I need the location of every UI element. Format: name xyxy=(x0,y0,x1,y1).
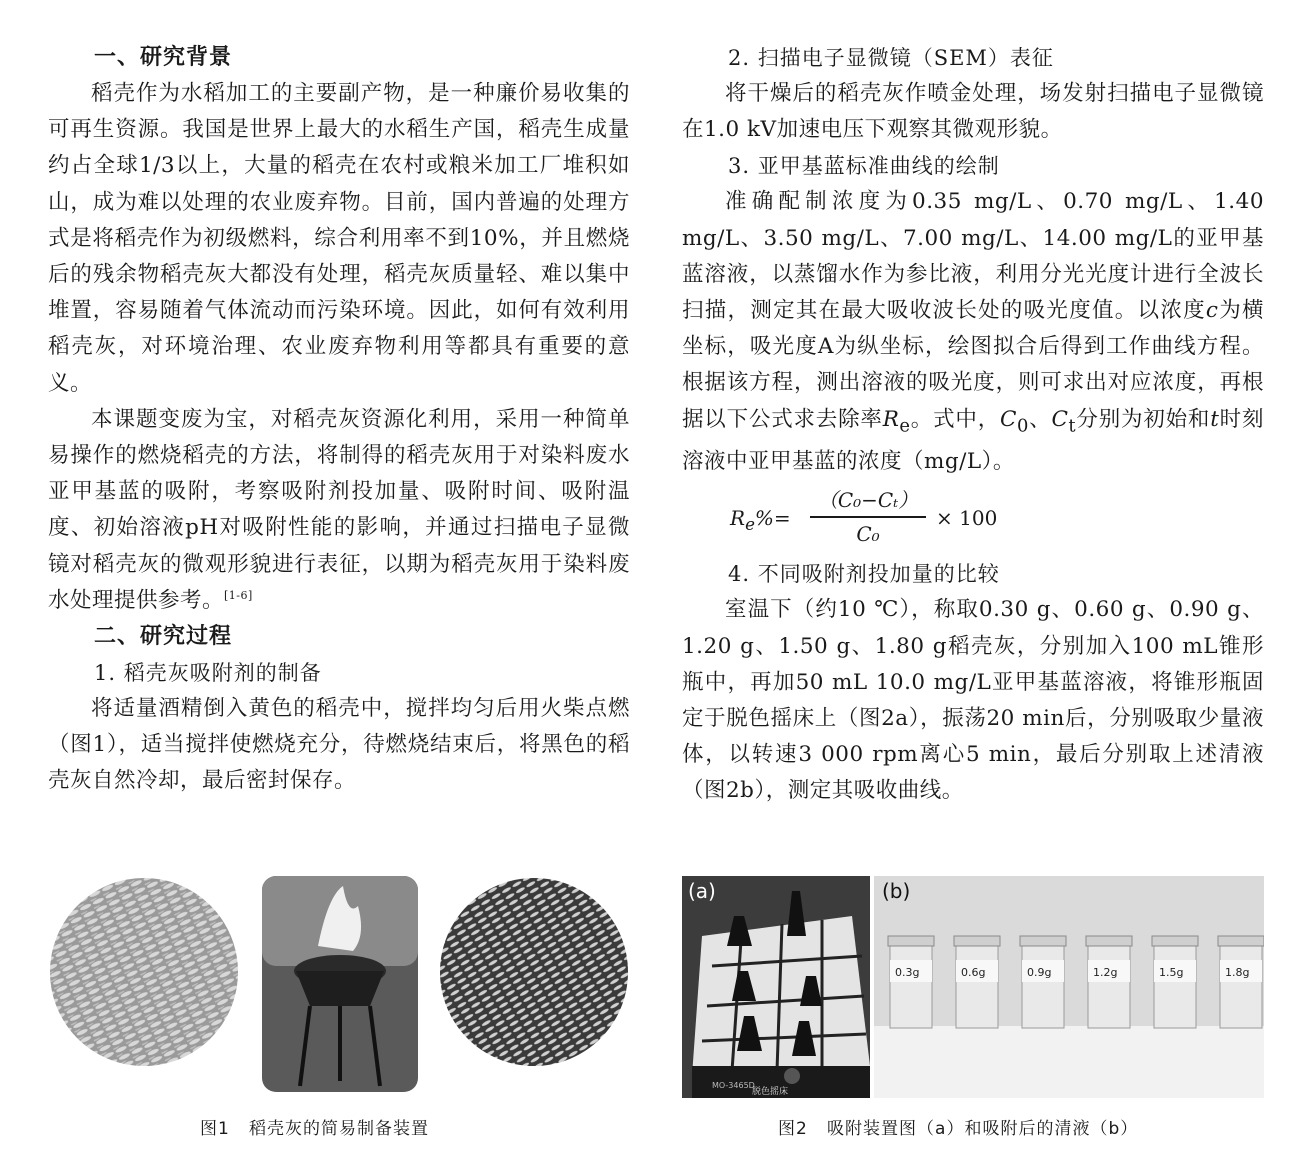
tube-label: 1.5g xyxy=(1159,966,1184,979)
right-column xyxy=(682,40,1264,810)
var-c: c xyxy=(1205,298,1219,324)
tube-label: 1.8g xyxy=(1225,966,1250,979)
figure-2 xyxy=(682,876,1264,1098)
text-span: 分别为初始和 xyxy=(1076,406,1211,432)
subheading-sem: 2. 扫描电子显微镜（SEM）表征 xyxy=(728,46,1054,70)
figure-1-images xyxy=(48,876,630,1092)
section-heading-background: 一、研究背景 xyxy=(94,45,233,70)
centrifuge-tubes-photo xyxy=(874,876,1264,1098)
figure-1-title: 稻壳灰的简易制备装置 xyxy=(249,1119,430,1139)
centrifuge-tube xyxy=(888,936,934,1028)
citation-ref: [1-6] xyxy=(224,588,253,602)
text-span: 、 xyxy=(1028,406,1052,432)
fraction-bar xyxy=(810,516,926,518)
shaker-name-label: 脱色摇床 xyxy=(752,1087,789,1097)
var-R: R xyxy=(882,406,900,432)
paragraph-background-2 xyxy=(48,402,630,619)
centrifuge-tube xyxy=(1020,936,1066,1028)
text-span: 准确配制浓度为0.35 mg/L、0.70 mg/L、1.40 mg/L、3.50 mg/L、7.00 mg/L、14.00 mg/L的亚甲基蓝溶液，以蒸馏水作为参比液，利用分光光度计进行全波长扫描，测定其在最大吸收波长处的吸光度值。以浓度 xyxy=(682,189,1264,324)
var-sub: e xyxy=(899,414,911,436)
figure-2-caption xyxy=(778,1114,1138,1139)
removal-rate-formula xyxy=(682,480,1264,556)
formula-eq: %= xyxy=(754,506,791,531)
shaker-brand-label: MO-3465D xyxy=(712,1081,755,1090)
figure-1-number: 图1 xyxy=(200,1119,230,1139)
figure-2-number: 图2 xyxy=(778,1119,808,1139)
figure-2b-label: (b) xyxy=(882,879,911,903)
paragraph-sem: 将干燥后的稻壳灰作喷金处理，场发射扫描电子显微镜在1.0 kV加速电压下观察其微观形貌。 xyxy=(682,81,1264,143)
text-span: 时刻溶液中亚甲基蓝的浓度（mg/L）。 xyxy=(682,406,1264,475)
centrifuge-tube xyxy=(1152,936,1198,1028)
figure-2-title: 吸附装置图（a）和吸附后的清液（b） xyxy=(827,1119,1139,1139)
var-C0: C xyxy=(1000,406,1017,432)
figure-2-images xyxy=(682,876,1264,1098)
formula-numerator: （C₀−Cₜ） xyxy=(817,488,919,513)
text-span: 。式中， xyxy=(910,406,1000,432)
tube-label: 0.3g xyxy=(895,966,920,979)
tube-label: 0.6g xyxy=(961,966,986,979)
paragraph-standard-curve xyxy=(682,184,1264,480)
left-column xyxy=(48,40,630,800)
figure-2a-label: (a) xyxy=(688,879,716,903)
shaker-photo xyxy=(682,876,870,1098)
burning-setup-photo xyxy=(262,876,418,1092)
formula-R: R xyxy=(730,506,746,531)
centrifuge-tube xyxy=(1218,936,1264,1028)
subheading-preparation: 1. 稻壳灰吸附剂的制备 xyxy=(94,661,322,686)
section-heading-process: 二、研究过程 xyxy=(94,624,233,650)
figure-1 xyxy=(48,876,630,1092)
centrifuge-tube xyxy=(954,936,1000,1028)
var-sub: t xyxy=(1068,414,1077,436)
text-span: 为横坐标，吸光度A为纵坐标，绘图拟合后得到工作曲线方程。根据该方程，测出溶液的吸光度，则可求出对应浓度，再根据以下公式求去除率 xyxy=(682,298,1264,432)
tube-label: 1.2g xyxy=(1093,966,1118,979)
subheading-standard-curve: 3. 亚甲基蓝标准曲线的绘制 xyxy=(728,154,1000,179)
var-sub: 0 xyxy=(1016,414,1029,436)
rice-husk-photo xyxy=(50,878,238,1066)
figure-1-caption xyxy=(200,1114,429,1139)
paragraph-background-2-text: 本课题变废为宝，对稻壳灰资源化利用，采用一种简单易操作的燃烧稻壳的方法，将制得的稻壳灰用于对染料废水亚甲基蓝的吸附，考察吸附剂投加量、吸附时间、吸附温度、初始溶液pH对吸附性能的影响，并通过扫描电子显微镜对稻壳灰的微观形貌进行表征，以期为稻壳灰用于染料废水处理提供参考。 xyxy=(48,406,630,613)
subheading-dosage: 4. 不同吸附剂投加量的比较 xyxy=(728,562,1000,587)
formula-sub: e xyxy=(745,515,755,535)
tube-label: 0.9g xyxy=(1027,966,1052,979)
rice-husk-ash-photo xyxy=(440,878,628,1066)
formula-times: × 100 xyxy=(936,506,998,531)
var-t: t xyxy=(1210,406,1220,432)
formula-lhs xyxy=(730,506,791,534)
centrifuge-tube xyxy=(1086,936,1132,1028)
paragraph-background-1: 稻壳作为水稻加工的主要副产物，是一种廉价易收集的可再生资源。我国是世界上最大的水稻生产国，稻壳生成量约占全球1/3以上，大量的稻壳在农村或粮米加工厂堆积如山，成为难以处理的农业废弃物。目前，国内普遍的处理方式是将稻壳作为初级燃料，综合利用率不到10%，并且燃烧后的残余物稻壳灰大都没有处理，稻壳灰质量轻、难以集中堆置，容易随着气体流动而污染环境。因此，如何有效利用稻壳灰，对环境治理、农业废弃物利用等都具有重要的意义。 xyxy=(48,81,630,396)
var-Ct: C xyxy=(1051,406,1069,432)
formula-denominator: C₀ xyxy=(856,522,880,547)
paragraph-preparation: 将适量酒精倒入黄色的稻壳中，搅拌均匀后用火柴点燃（图1），适当搅拌使燃烧充分，待燃烧结束后，将黑色的稻壳灰自然冷却，最后密封保存。 xyxy=(48,696,630,794)
paragraph-dosage: 室温下（约10 ℃），称取0.30 g、0.60 g、0.90 g、1.20 g、1.50 g、1.80 g稻壳灰，分别加入100 mL锥形瓶中，再加50 mL 10.0 mg/L亚甲基蓝溶液，将锥形瓶固定于脱色摇床上（图2a），振荡20 min后，分别吸取少量液体，以转速3 000 rpm离心5 min，最后分别取上述清液（图2b），测定其吸收曲线。 xyxy=(682,597,1264,804)
